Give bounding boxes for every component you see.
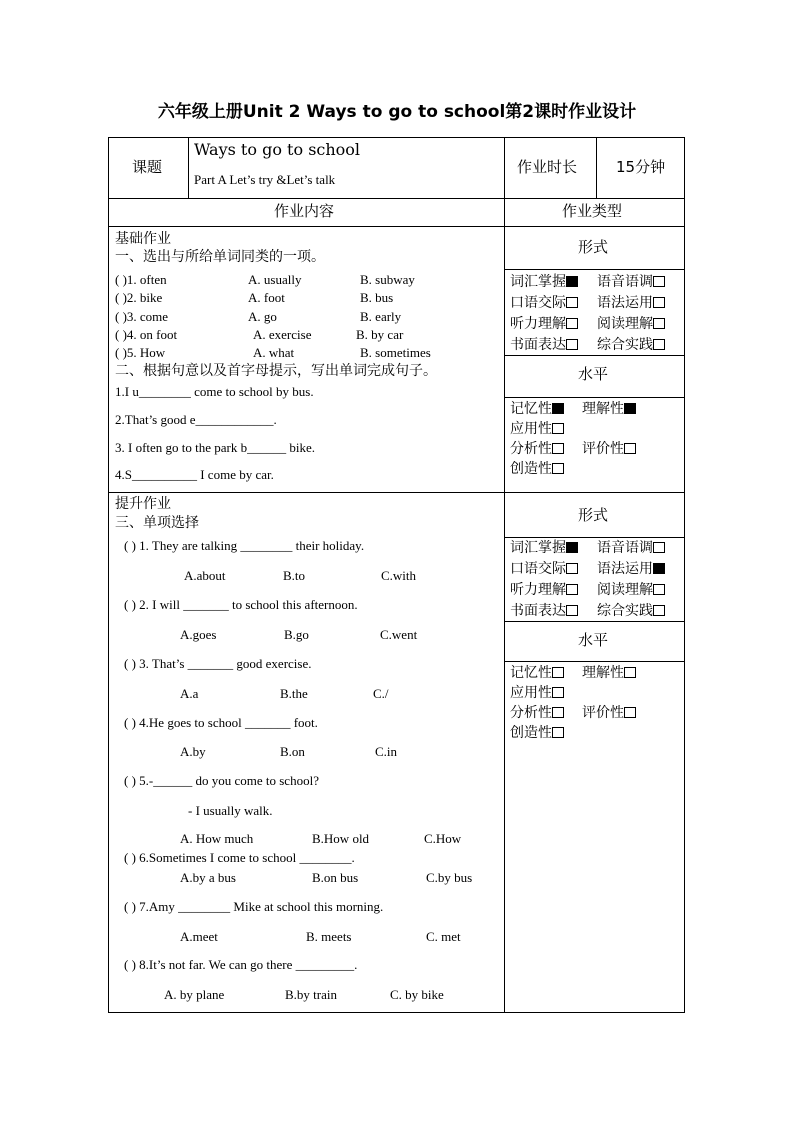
- level-option-label: 记忆性: [510, 401, 552, 417]
- level-option-label: 分析性: [510, 441, 552, 457]
- form-option-label: 阅读理解: [597, 582, 653, 598]
- checkbox-icon[interactable]: [566, 605, 578, 616]
- checkbox-icon[interactable]: [566, 297, 578, 308]
- topic-title: Ways to go to school: [194, 140, 361, 159]
- mc-option-c: C. met: [426, 929, 461, 944]
- form-option-label: 听力理解: [510, 582, 566, 598]
- form-label: 形式: [578, 238, 609, 256]
- checkbox-icon[interactable]: [552, 443, 564, 454]
- mc-question: ( ) 1. They are talking ________ their holiday.: [124, 538, 365, 553]
- mc-option-a: A.about: [184, 568, 226, 583]
- checkbox-icon[interactable]: [653, 542, 665, 553]
- part1-item-option-a: A. foot: [248, 290, 285, 305]
- form-option-label: 书面表达: [510, 337, 566, 353]
- part2-item: 3. I often go to the park b______ bike.: [115, 440, 316, 455]
- checkbox-icon[interactable]: [653, 318, 665, 329]
- part1-item-num: ( )5. How: [115, 345, 166, 360]
- part1-item-option-a: A. usually: [248, 272, 302, 287]
- level-option-label: 创造性: [510, 725, 552, 741]
- checkbox-icon[interactable]: [653, 605, 665, 616]
- form-option-label: 语法运用: [597, 295, 653, 311]
- form-option: [510, 562, 578, 576]
- mc-question: ( ) 5.-______ do you come to school?: [124, 773, 319, 788]
- form-option-label: 综合实践: [597, 337, 653, 353]
- level-option: [510, 666, 564, 680]
- form-option-label: 词汇掌握: [510, 274, 566, 290]
- part1-item-option-a: A. go: [248, 309, 277, 324]
- level-option: [510, 422, 564, 436]
- checkbox-icon[interactable]: [624, 443, 636, 454]
- form-option: [597, 562, 665, 576]
- checkbox-icon[interactable]: [653, 339, 665, 350]
- mc-option-b: B. meets: [306, 929, 352, 944]
- checkbox-icon[interactable]: [653, 297, 665, 308]
- part2-item: 2.That’s good e____________.: [115, 412, 277, 427]
- part2-item: 4.S__________ I come by car.: [115, 467, 274, 482]
- checkbox-icon[interactable]: [566, 318, 578, 329]
- mc-option-b: B.to: [283, 568, 306, 583]
- level-option-label: 记忆性: [510, 665, 552, 681]
- part1-item-num: ( )2. bike: [115, 290, 163, 305]
- page-title: 六年级上册Unit 2 Ways to go to school第2课时作业设计: [157, 102, 637, 122]
- advanced-heading: 提升作业: [115, 496, 171, 512]
- mc-option-a: A.a: [180, 686, 199, 701]
- part3-title: 三、单项选择: [115, 515, 199, 531]
- basic-heading: 基础作业: [115, 231, 171, 247]
- form-option: [510, 541, 578, 555]
- form-option: [510, 338, 578, 352]
- form-option: [597, 317, 665, 331]
- checkbox-icon[interactable]: [653, 584, 665, 595]
- form-option: [597, 604, 665, 618]
- checkbox-icon[interactable]: [552, 687, 564, 698]
- mc-option-c: C. by bike: [390, 987, 444, 1002]
- duration-label: 作业时长: [517, 158, 578, 176]
- mc-question: ( ) 3. That’s _______ good exercise.: [124, 656, 312, 671]
- mc-question: ( ) 7.Amy ________ Mike at school this morning.: [124, 899, 384, 914]
- topic-subtitle: Part A Let’s try &Let’s talk: [194, 172, 336, 187]
- mc-question: ( ) 4.He goes to school _______ foot.: [124, 715, 318, 730]
- part1-item-option-b: B. by car: [356, 327, 404, 342]
- part2-title: 二、根据句意以及首字母提示，写出单词完成句子。: [115, 363, 437, 379]
- mc-question: ( ) 8.It’s not far. We can go there _________.: [124, 957, 358, 972]
- form-option-label: 口语交际: [510, 295, 566, 311]
- mc-option-c: C.with: [381, 568, 417, 583]
- mc-option-a: A.goes: [180, 627, 217, 642]
- mc-option-c: C.How: [424, 831, 462, 846]
- part1-item-option-b: B. bus: [360, 290, 394, 305]
- form-option-label: 口语交际: [510, 561, 566, 577]
- mc-option-b: B.on: [280, 744, 305, 759]
- form-option: [597, 296, 665, 310]
- part2-item: 1.I u________ come to school by bus.: [115, 384, 314, 399]
- duration-value: 15分钟: [616, 158, 666, 176]
- mc-option-c: C./: [373, 686, 389, 701]
- mc-option-c: C.went: [380, 627, 418, 642]
- level-option-label: 应用性: [510, 421, 552, 437]
- mc-option-b: B.by train: [285, 987, 337, 1002]
- level-option-label: 应用性: [510, 685, 552, 701]
- checked-box-icon[interactable]: [566, 276, 578, 287]
- checked-box-icon[interactable]: [653, 563, 665, 574]
- form-option-label: 阅读理解: [597, 316, 653, 332]
- form-option-label: 书面表达: [510, 603, 566, 619]
- form-option-label: 听力理解: [510, 316, 566, 332]
- mc-option-a: A. by plane: [164, 987, 225, 1002]
- part1-item-num: ( )3. come: [115, 309, 169, 324]
- level-option: [510, 462, 564, 476]
- checked-box-icon[interactable]: [552, 403, 564, 414]
- level-option-label: 评价性: [582, 705, 624, 721]
- mc-option-b: B.How old: [312, 831, 370, 846]
- level-option: [510, 442, 564, 456]
- form-option: [510, 296, 578, 310]
- checked-box-icon[interactable]: [624, 403, 636, 414]
- mc-answer-line: - I usually walk.: [188, 803, 273, 818]
- mc-option-a: A.by a bus: [180, 870, 236, 885]
- level-option: [582, 402, 636, 416]
- mc-option-b: B.the: [280, 686, 308, 701]
- mc-option-c: C.in: [375, 744, 398, 759]
- homework-table: [108, 137, 685, 1013]
- mc-option-c: C.by bus: [426, 870, 473, 885]
- part1-item-option-b: B. early: [360, 309, 402, 324]
- checkbox-icon[interactable]: [566, 339, 578, 350]
- form-option-label: 语音语调: [597, 274, 653, 290]
- checkbox-icon[interactable]: [624, 667, 636, 678]
- form-label: 形式: [578, 506, 609, 524]
- form-option: [510, 275, 578, 289]
- form-option-label: 语音语调: [597, 540, 653, 556]
- level-option-label: 理解性: [582, 401, 624, 417]
- checkbox-icon[interactable]: [552, 707, 564, 718]
- form-option: [597, 275, 665, 289]
- mc-option-b: B.on bus: [312, 870, 359, 885]
- checkbox-icon[interactable]: [624, 707, 636, 718]
- form-option: [510, 317, 578, 331]
- checkbox-icon[interactable]: [552, 667, 564, 678]
- part1-item-option-b: B. sometimes: [360, 345, 431, 360]
- level-option: [510, 706, 564, 720]
- part1-item-num: ( )4. on foot: [115, 327, 178, 342]
- part1-title: 一、选出与所给单词同类的一项。: [115, 249, 325, 265]
- part1-item-option-a: A. exercise: [253, 327, 312, 342]
- mc-option-b: B.go: [284, 627, 309, 642]
- checkbox-icon[interactable]: [552, 423, 564, 434]
- level-option: [582, 442, 636, 456]
- topic-label: 课题: [132, 158, 163, 176]
- checkbox-icon[interactable]: [566, 584, 578, 595]
- checkbox-icon[interactable]: [552, 463, 564, 474]
- level-option: [510, 726, 564, 740]
- level-label: 水平: [578, 365, 609, 383]
- level-label: 水平: [578, 631, 609, 649]
- level-option-label: 评价性: [582, 441, 624, 457]
- checkbox-icon[interactable]: [552, 727, 564, 738]
- checkbox-icon[interactable]: [653, 276, 665, 287]
- form-option-label: 词汇掌握: [510, 540, 566, 556]
- form-option: [597, 338, 665, 352]
- form-option: [510, 604, 578, 618]
- checked-box-icon[interactable]: [566, 542, 578, 553]
- form-option: [597, 541, 665, 555]
- checkbox-icon[interactable]: [566, 563, 578, 574]
- level-option: [510, 402, 564, 416]
- mc-question: ( ) 2. I will _______ to school this afternoon.: [124, 597, 358, 612]
- mc-option-a: A.meet: [180, 929, 218, 944]
- form-option: [597, 583, 665, 597]
- level-option-label: 理解性: [582, 665, 624, 681]
- mc-option-a: A.by: [180, 744, 206, 759]
- form-option-label: 综合实践: [597, 603, 653, 619]
- form-option-label: 语法运用: [597, 561, 653, 577]
- mc-option-a: A. How much: [180, 831, 254, 846]
- level-option-label: 创造性: [510, 461, 552, 477]
- type-label: 作业类型: [562, 202, 623, 220]
- part1-item-option-a: A. what: [253, 345, 295, 360]
- part1-item-option-b: B. subway: [360, 272, 415, 287]
- form-option: [510, 583, 578, 597]
- content-label: 作业内容: [274, 202, 335, 220]
- level-option-label: 分析性: [510, 705, 552, 721]
- level-option: [582, 666, 636, 680]
- level-option: [582, 706, 636, 720]
- mc-question: ( ) 6.Sometimes I come to school ________.: [124, 850, 355, 865]
- part1-item-num: ( )1. often: [115, 272, 167, 287]
- level-option: [510, 686, 564, 700]
